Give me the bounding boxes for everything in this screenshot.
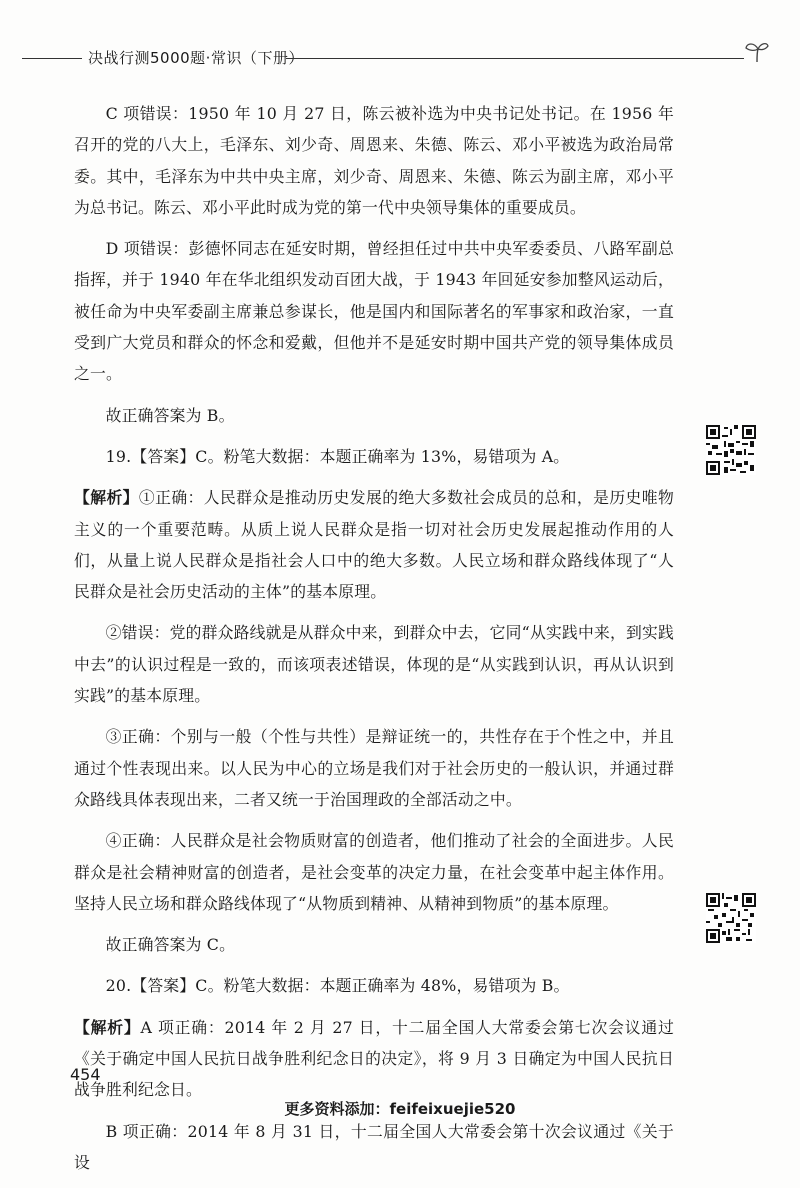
qr-code-icon[interactable] <box>706 425 756 475</box>
header-rule-right <box>286 58 744 59</box>
paragraph-answer-20: 20.【答案】C。粉笔大数据：本题正确率为 48%，易错项为 B。 <box>105 976 570 996</box>
book-title: 决战行测5000题·常识（下册） <box>88 49 304 67</box>
paragraph-option-b: B 项正确：2014 年 8 月 31 日，十二届全国人大常委会第十次会议通过《关于设 <box>74 1121 674 1172</box>
running-header <box>0 38 800 78</box>
paragraph-point-3: ③正确：个别与一般（个性与共性）是辩证统一的，共性存在于个性之中，并且通过个性表现出来。以人民为中心的立场是我们对于社会历史的一般认识，并通过群众路线具体表现出来，二者又统一于治国理政的全部活动之中。 <box>74 727 674 809</box>
paragraph-point-2: ②错误：党的群众路线就是从群众中来，到群众中去，它同“从实践中来，到实践中去”的认识过程是一致的，而该项表述错误，体现的是“从实践到认识，再从认识到实践”的基本原理。 <box>74 623 674 706</box>
paragraph-answer-19: 19.【答案】C。粉笔大数据：本题正确率为 13%，易错项为 A。 <box>105 446 570 466</box>
paragraph-option-c: C 项错误：1950 年 10 月 27 日，陈云被补选为中央书记处书记。在 1956 年召开的党的八大上，毛泽东、刘少奇、周恩来、朱德、陈云、邓小平被选为政治局常委。其中，毛泽东为中共中央主席，刘少奇、周恩来、朱德、陈云为副主席，邓小平为总书记。陈云、邓小平此时成为党的第一代中央领导集体的重要成员。 <box>74 104 674 217</box>
sprout-icon <box>744 40 770 64</box>
paragraph-option-d: D 项错误：彭德怀同志在延安时期，曾经担任过中共中央军委委员、八路军副总指挥，并于 1940 年在华北组织发动百团大战，于 1943 年回延安参加整风运动后，被任命为中央军委副主席兼总参谋长，他是国内和国际著名的军事家和政治家，一直受到广大党员和群众的怀念和爱戴，但他并不是延安时期中国共产党的领导集体成员之一。 <box>74 239 674 384</box>
page-number: 454 <box>70 1065 101 1084</box>
paragraph-analysis-19: 【解析】①正确：人民群众是推动历史发展的绝大多数社会成员的总和，是历史唯物主义的一个重要范畴。从质上说人民群众是指一切对社会历史发展起推动作用的人们，从量上说人民群众是指社会人口中的绝大多数。人民立场和群众路线体现了“人民群众是社会历史活动的主体”的基本原理。 <box>74 488 674 602</box>
paragraph-conclusion-19: 故正确答案为 C。 <box>105 935 236 955</box>
paragraph-point-4: ④正确：人民群众是社会物质财富的创造者，他们推动了社会的全面进步。人民群众是社会精神财富的创造者，是社会变革的决定力量，在社会变革中起主体作用。坚持人民立场和群众路线体现了“从物质到精神、从精神到物质”的基本原理。 <box>74 831 674 913</box>
header-rule-left <box>22 58 82 59</box>
answer-explanations <box>74 98 674 1188</box>
paragraph-conclusion-18: 故正确答案为 B。 <box>105 405 235 425</box>
qr-code-icon[interactable] <box>706 893 756 943</box>
footer-note: 更多资料添加：feifeixuejie520 <box>284 1100 516 1118</box>
paragraph-analysis-20: 【解析】A 项正确：2014 年 2 月 27 日，十二届全国人大常委会第七次会议通过《关于确定中国人民抗日战争胜利纪念日的决定》，将 9 月 3 日确定为中国人民抗日战争胜利纪念日。 <box>74 1017 674 1100</box>
